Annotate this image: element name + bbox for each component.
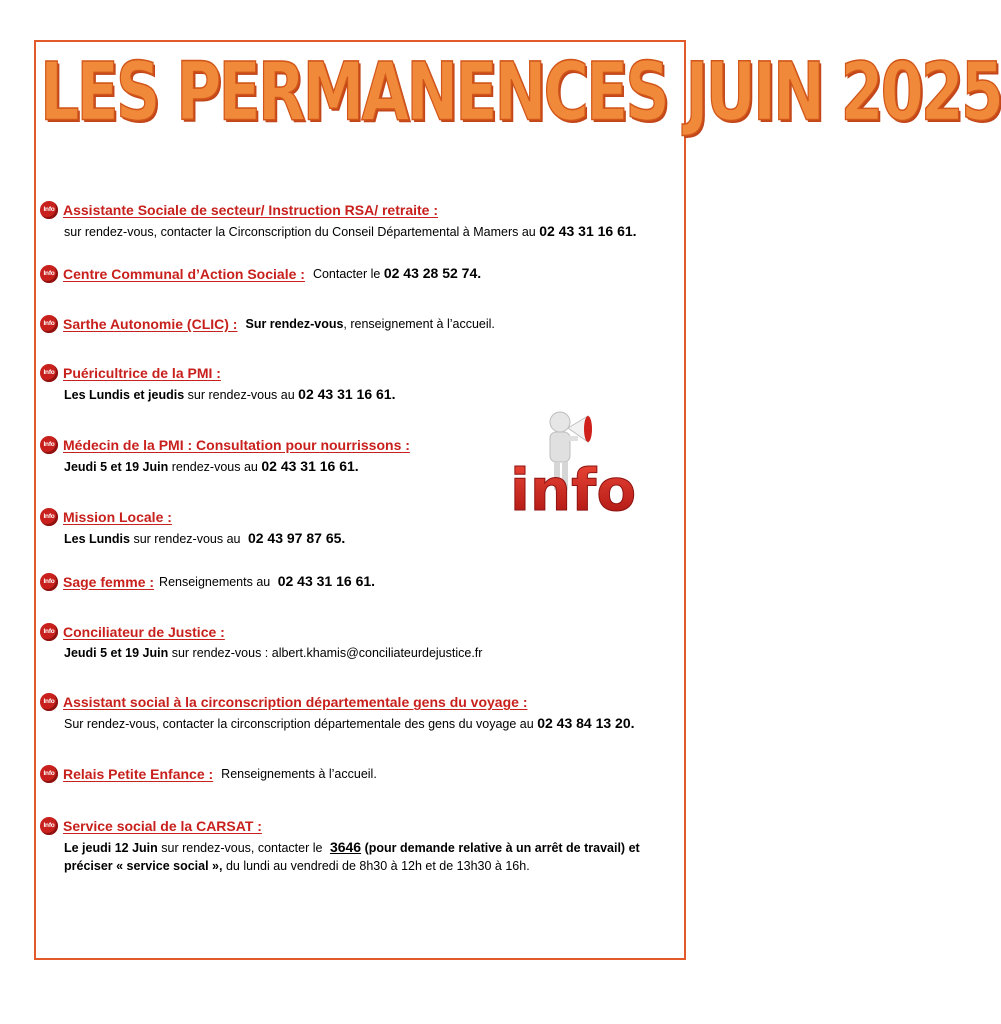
- item-text: rendez-vous au: [171, 460, 258, 474]
- item-title: Centre Communal d’Action Sociale :: [63, 265, 305, 282]
- info-badge-icon: Info: [40, 201, 58, 219]
- phone-number[interactable]: 02 43 31 16 61.: [261, 458, 359, 474]
- info-badge-icon: Info: [40, 573, 58, 591]
- item-title: Sarthe Autonomie (CLIC) :: [63, 316, 238, 332]
- info-badge-icon: Info: [40, 508, 58, 526]
- list-item-sage-femme: [40, 572, 680, 591]
- list-item-assistante-sociale: [40, 201, 680, 241]
- item-text: Sur rendez-vous, contacter la circonscription départementale des gens du voyage au: [64, 717, 534, 731]
- item-title: Sage femme :: [63, 573, 155, 590]
- info-badge-icon: Info: [40, 436, 58, 454]
- info-badge-icon: Info: [40, 364, 58, 382]
- list-item-ccas: [40, 264, 680, 283]
- item-bold-text: Le jeudi 12 Juin: [64, 841, 158, 855]
- info-badge-icon: Info: [40, 315, 58, 333]
- item-title: Service social de la CARSAT :: [63, 818, 262, 834]
- info-badge-icon: Info: [40, 817, 58, 835]
- item-title: Conciliateur de Justice :: [63, 624, 225, 640]
- info-word: info: [510, 456, 637, 524]
- list-item-carsat: [40, 817, 680, 875]
- info-badge-icon: Info: [40, 765, 58, 783]
- item-bold-text-2: (pour demande relative à un arrêt de travail) et préciser « service social »,: [64, 841, 640, 873]
- info-badge-icon: Info: [40, 265, 58, 283]
- item-text: sur rendez-vous : albert.khamis@conciliateurdejustice.fr: [171, 646, 483, 660]
- item-bold-text: Jeudi 5 et 19 Juin: [64, 460, 169, 474]
- list-item-relais-petite-enfance: [40, 765, 680, 783]
- phone-number[interactable]: 02 43 31 16 61.: [277, 573, 376, 589]
- phone-number[interactable]: 02 43 84 13 20.: [537, 715, 635, 731]
- item-title: Relais Petite Enfance :: [63, 766, 214, 782]
- list-item-conciliateur: [40, 623, 680, 662]
- item-title: Médecin de la PMI : Consultation pour nourrissons :: [63, 437, 410, 453]
- item-text: sur rendez-vous au: [187, 388, 295, 402]
- phone-number[interactable]: 02 43 28 52 74.: [383, 265, 482, 281]
- item-title: Mission Locale :: [63, 509, 172, 525]
- item-text: sur rendez-vous, contacter le: [161, 841, 323, 855]
- item-text: Contacter le: [312, 267, 381, 281]
- item-title: Puéricultrice de la PMI :: [63, 365, 221, 381]
- list-item-gens-du-voyage: [40, 693, 680, 733]
- info-badge-icon: Info: [40, 693, 58, 711]
- item-title: Assistante Sociale de secteur/ Instruction RSA/ retraite :: [63, 202, 439, 218]
- carsat-number[interactable]: 3646: [329, 839, 362, 855]
- item-text: Renseignements au: [159, 575, 271, 589]
- item-text: sur rendez-vous, contacter la Circonscription du Conseil Départemental à Mamers au: [64, 225, 536, 239]
- phone-number[interactable]: 02 43 97 87 65.: [247, 530, 346, 546]
- item-text-2: du lundi au vendredi de 8h30 à 12h et de 13h30 à 16h.: [225, 859, 530, 873]
- page-title: LES PERMANENCES JUIN 2025: [40, 44, 1001, 140]
- phone-number[interactable]: 02 43 31 16 61.: [298, 386, 396, 402]
- item-title: Assistant social à la circonscription départementale gens du voyage :: [63, 694, 528, 710]
- list-item-puericultrice: [40, 364, 680, 404]
- item-text: , renseignement à l’accueil.: [343, 317, 495, 331]
- item-bold-text: Sur rendez-vous: [245, 317, 344, 331]
- item-text: sur rendez-vous au: [133, 532, 241, 546]
- item-bold-text: Les Lundis: [64, 532, 130, 546]
- item-text: Renseignements à l’accueil.: [221, 767, 377, 781]
- info-badge-icon: Info: [40, 623, 58, 641]
- list-item-sarthe-autonomie: [40, 315, 680, 333]
- info-megaphone-illustration: [502, 408, 650, 526]
- item-bold-text: Jeudi 5 et 19 Juin: [64, 646, 169, 660]
- phone-number[interactable]: 02 43 31 16 61.: [539, 223, 637, 239]
- item-bold-text: Les Lundis et jeudis: [64, 388, 185, 402]
